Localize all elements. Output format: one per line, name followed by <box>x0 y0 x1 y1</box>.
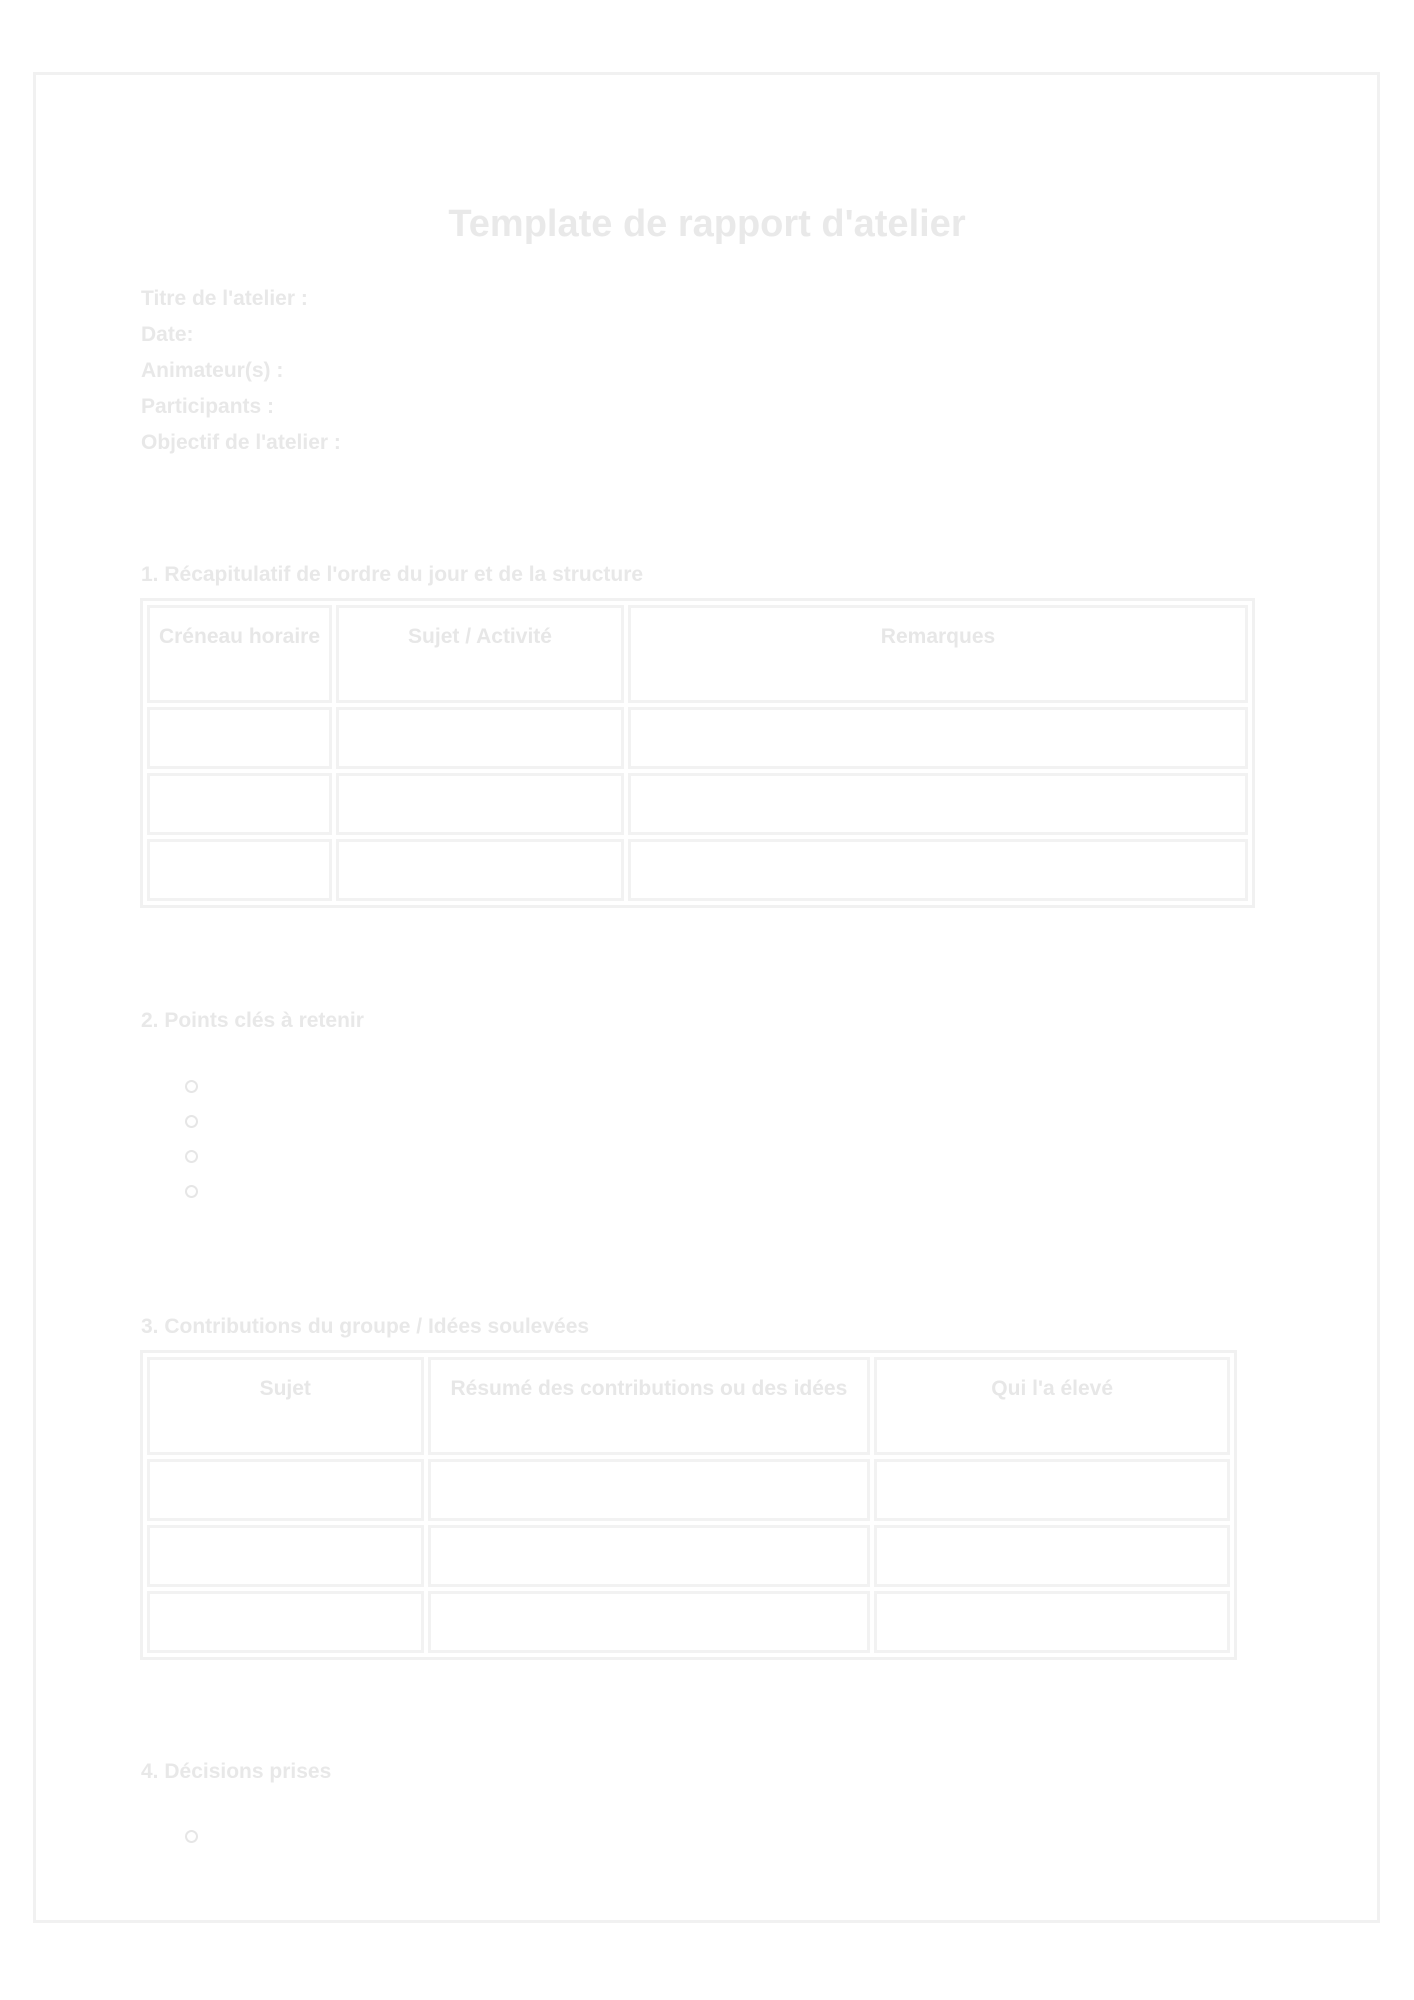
column-header-raised-by: Qui l'a élevé <box>874 1357 1230 1455</box>
field-facilitators: Animateur(s) : <box>141 359 284 382</box>
table-cell[interactable] <box>874 1525 1230 1587</box>
bullet-circle-icon <box>185 1150 198 1163</box>
key-points-list <box>185 1069 198 1209</box>
table-cell[interactable] <box>336 707 624 769</box>
table-cell[interactable] <box>147 773 332 835</box>
field-workshop-title: Titre de l'atelier : <box>141 287 308 310</box>
table-row <box>147 1459 1230 1521</box>
bullet-circle-icon <box>185 1080 198 1093</box>
table-header-row <box>147 605 1248 703</box>
table-cell[interactable] <box>147 1591 424 1653</box>
column-header-time-slot: Créneau horaire <box>147 605 332 703</box>
table-cell[interactable] <box>428 1459 871 1521</box>
agenda-table <box>140 598 1255 908</box>
table-cell[interactable] <box>428 1525 871 1587</box>
table-cell[interactable] <box>874 1459 1230 1521</box>
field-objective: Objectif de l'atelier : <box>141 431 341 454</box>
column-header-topic: Sujet / Activité <box>336 605 624 703</box>
list-item[interactable] <box>185 1139 198 1174</box>
list-item[interactable] <box>185 1104 198 1139</box>
column-header-subject: Sujet <box>147 1357 424 1455</box>
decisions-heading: 4. Décisions prises <box>141 1760 332 1783</box>
table-cell[interactable] <box>336 839 624 901</box>
decisions-list <box>185 1819 198 1854</box>
field-participants: Participants : <box>141 395 275 418</box>
list-item[interactable] <box>185 1819 198 1854</box>
table-row <box>147 839 1248 901</box>
list-item[interactable] <box>185 1174 198 1209</box>
column-header-remarks: Remarques <box>628 605 1248 703</box>
bullet-circle-icon <box>185 1185 198 1198</box>
agenda-heading: 1. Récapitulatif de l'ordre du jour et de la structure <box>141 563 644 586</box>
table-row <box>147 1525 1230 1587</box>
table-cell[interactable] <box>628 839 1248 901</box>
table-cell[interactable] <box>147 839 332 901</box>
column-header-summary: Résumé des contributions ou des idées <box>428 1357 871 1455</box>
bullet-circle-icon <box>185 1115 198 1128</box>
table-cell[interactable] <box>428 1591 871 1653</box>
document-title: Template de rapport d'atelier <box>448 203 966 245</box>
table-header-row <box>147 1357 1230 1455</box>
table-cell[interactable] <box>147 707 332 769</box>
list-item[interactable] <box>185 1069 198 1104</box>
table-cell[interactable] <box>874 1591 1230 1653</box>
key-points-heading: 2. Points clés à retenir <box>141 1009 364 1032</box>
table-cell[interactable] <box>147 1525 424 1587</box>
table-cell[interactable] <box>336 773 624 835</box>
table-row <box>147 707 1248 769</box>
contributions-heading: 3. Contributions du groupe / Idées soulevées <box>141 1315 590 1338</box>
table-row <box>147 1591 1230 1653</box>
contributions-table <box>140 1350 1237 1660</box>
table-cell[interactable] <box>628 773 1248 835</box>
field-date: Date: <box>141 323 194 346</box>
bullet-circle-icon <box>185 1830 198 1843</box>
table-cell[interactable] <box>147 1459 424 1521</box>
table-row <box>147 773 1248 835</box>
table-cell[interactable] <box>628 707 1248 769</box>
